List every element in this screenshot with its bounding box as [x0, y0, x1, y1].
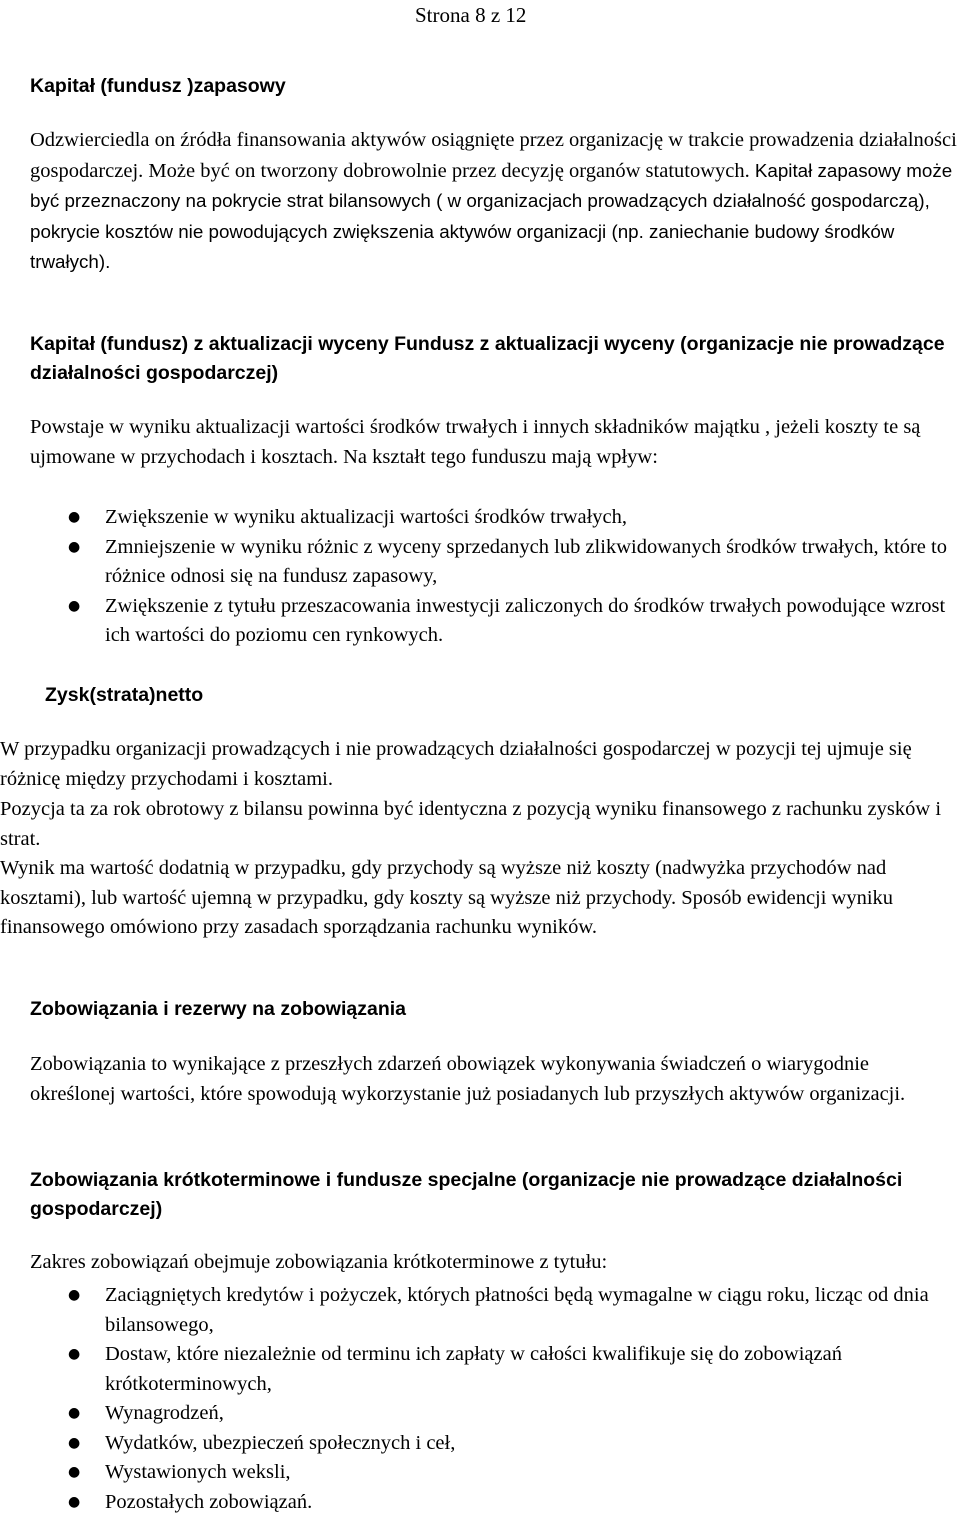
- list-kapital-aktualizacji: [30, 503, 958, 651]
- list-zobowiazania-krotko: [30, 1281, 958, 1517]
- list-item: ● Dostaw, które niezależnie od terminu ich zapłaty w całości kwalifikuje się do zobowiązań krótkoterminowych,: [30, 1340, 958, 1399]
- bullet-icon: ●: [68, 538, 81, 555]
- heading-zysk: Zysk(strata)netto: [45, 684, 204, 706]
- paragraph-zysk-2: Pozycja ta za rok obrotowy z bilansu powinna być identyczna z pozycją wyniku finansowego z rachunku zysków i strat.: [0, 798, 942, 850]
- paragraph-zobowiazania-krotko: Zakres zobowiązań obejmuje zobowiązania krótkoterminowe z tytułu:: [30, 1251, 608, 1273]
- list-item: ● Wydatków, ubezpieczeń społecznych i ceł,: [30, 1429, 958, 1459]
- bullet-icon: ●: [68, 1346, 81, 1362]
- paragraph-kapital-zapasowy-sans: Kapitał zapasowy może być przeznaczony na pokrycie strat bilansowych ( w organizacjach prowadzących działalność gospodarczą), pokrycie kosztów nie powodujących zwiększenia aktywów organizacji (np. zaniechanie budowy środków trwałych).: [30, 159, 953, 272]
- paragraph-kapital-aktualizacji: Powstaje w wyniku aktualizacji wartości środków trwałych i innych składników majątku , jeżeli koszty te są ujmowane w przychodach i kosztach. Na kształt tego funduszu mają wpływ:: [30, 416, 921, 468]
- bullet-icon: ●: [68, 1464, 81, 1480]
- heading-zobowiazania: Zobowiązania i rezerwy na zobowiązania: [30, 998, 407, 1020]
- paragraph-kapital-zapasowy: [30, 126, 958, 278]
- heading-kapital-zapasowy: Kapitał (fundusz )zapasowy: [30, 75, 286, 97]
- list-item: ● Zmniejszenie w wyniku różnic z wyceny sprzedanych lub zlikwidowanych środków trwałych, które to różnice odnosi się na fundusz zapasowy,: [30, 533, 958, 592]
- paragraph-zysk-1: W przypadku organizacji prowadzących i nie prowadzących działalności gospodarczej w pozycji tej ujmuje się różnicę między przychodami i kosztami.: [0, 738, 912, 790]
- heading-kapital-aktualizacji: Kapitał (fundusz) z aktualizacji wyceny Fundusz z aktualizacji wyceny (organizacje nie prowadzące działalności gospodarczej): [30, 333, 945, 384]
- bullet-icon: ●: [68, 1434, 81, 1451]
- list-item: ● Zwiększenie w wyniku aktualizacji wartości środków trwałych,: [30, 503, 958, 533]
- page-number: Strona 8 z 12: [415, 3, 527, 27]
- bullet-icon: ●: [68, 1405, 81, 1421]
- paragraph-kapital-zapasowy-serif: Odzwierciedla on źródła finansowania aktywów osiągnięte przez organizację w trakcie prowadzenia działalności gospodarczej. Może być on tworzony dobrowolnie przez decyzję organów statutowych.: [30, 129, 957, 182]
- paragraph-zysk-3: Wynik ma wartość dodatnią w przypadku, gdy przychody są wyższe niż koszty (nadwyżka przychodów nad kosztami), lub wartość ujemną w przypadku, gdy koszty są wyższe niż przychody. Sposób ewidencji wyniku finansowego omówiono przy zasadach sporządzania rachunku wyników.: [0, 857, 894, 938]
- list-item: ● Pozostałych zobowiązań.: [30, 1488, 958, 1518]
- bullet-icon: ●: [68, 1287, 81, 1303]
- list-item: ● Zwiększenie z tytułu przeszacowania inwestycji zaliczonych do środków trwałych powodujące wzrost ich wartości do poziomu cen rynkowych.: [30, 592, 958, 651]
- list-item: ● Wystawionych weksli,: [30, 1458, 958, 1488]
- list-item: ● Zaciągniętych kredytów i pożyczek, których płatności będą wymagalne w ciągu roku, licząc od dnia bilansowego,: [30, 1281, 958, 1340]
- bullet-icon: ●: [68, 509, 81, 525]
- bullet-icon: ●: [68, 1493, 81, 1510]
- list-item: ● Wynagrodzeń,: [30, 1399, 958, 1429]
- heading-zobowiazania-krotko: Zobowiązania krótkoterminowe i fundusze specjalne (organizacje nie prowadzące działalności gospodarczej): [30, 1169, 903, 1220]
- bullet-icon: ●: [68, 597, 81, 614]
- paragraph-zobowiazania: Zobowiązania to wynikające z przeszłych zdarzeń obowiązek wykonywania świadczeń o wiarygodnie określonej wartości, które spowodują wykorzystanie już posiadanych lub przyszłych aktywów organizacji.: [30, 1053, 906, 1105]
